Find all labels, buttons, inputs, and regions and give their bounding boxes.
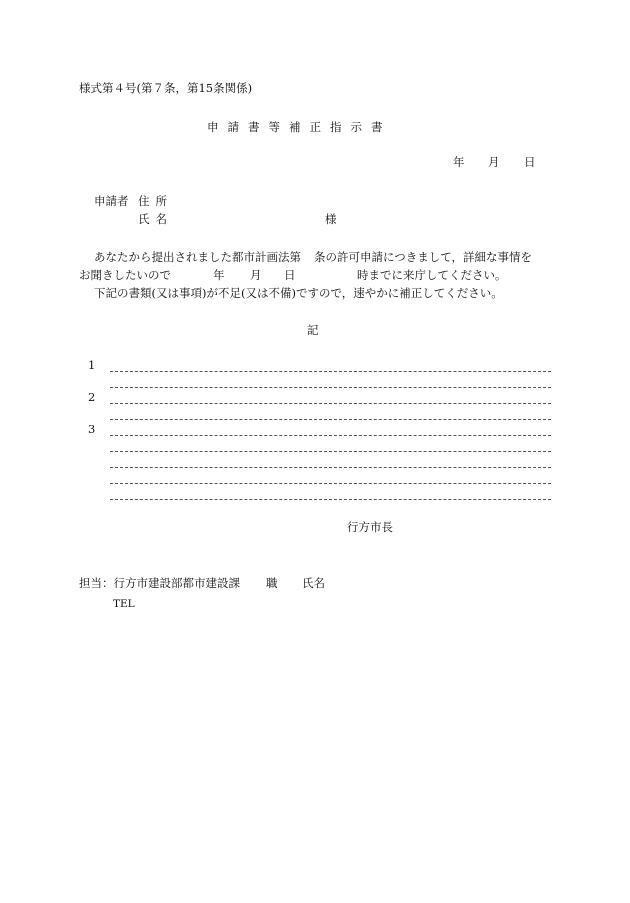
date-month-label: 月: [488, 155, 500, 169]
date-year-label: 年: [453, 155, 465, 169]
document-title: 申請書等補正指示書: [207, 120, 392, 134]
body-line1-part2: 条の許可申請につきまして，詳細な事情を: [314, 250, 533, 264]
entry-line: [110, 499, 551, 500]
entry-line: [110, 371, 551, 372]
contact-tel-label: TEL: [113, 598, 135, 610]
entry-line: [110, 451, 551, 452]
applicant-label: 申請者: [94, 194, 129, 208]
honorific-sama: 様: [325, 212, 337, 226]
body-line2-part2: 時までに来庁してください。: [357, 268, 507, 282]
date-day-label: 日: [524, 155, 536, 169]
entry-line: [110, 483, 551, 484]
form-number: 様式第４号(第７条，第15条関係): [79, 81, 253, 95]
body-line2-year: 年: [213, 268, 225, 282]
item-number: 1: [88, 358, 96, 372]
entry-line: [110, 435, 551, 436]
item-number: 3: [88, 422, 96, 436]
entry-line: [110, 403, 551, 404]
issuer-mayor: 行方市長: [347, 520, 393, 534]
contact-department: 担当：行方市建設部都市建設課: [79, 576, 240, 590]
body-line1-part1: あなたから提出されました都市計画法第: [94, 250, 301, 264]
contact-name-label: 氏名: [302, 576, 325, 590]
body-line2-part1: お聞きしたいので: [79, 268, 171, 282]
entry-line: [110, 467, 551, 468]
contact-post-label: 職: [266, 576, 278, 590]
body-line3: 下記の書類(又は事項)が不足(又は不備)ですので，速やかに補正してください。: [94, 286, 503, 300]
body-line2-day: 日: [284, 268, 296, 282]
name-label: 氏名: [138, 212, 173, 226]
address-label: 住所: [138, 194, 173, 208]
entry-line: [110, 387, 551, 388]
item-number: 2: [88, 390, 96, 404]
entry-line: [110, 419, 551, 420]
ki-heading: 記: [307, 323, 319, 337]
body-line2-month: 月: [250, 268, 262, 282]
